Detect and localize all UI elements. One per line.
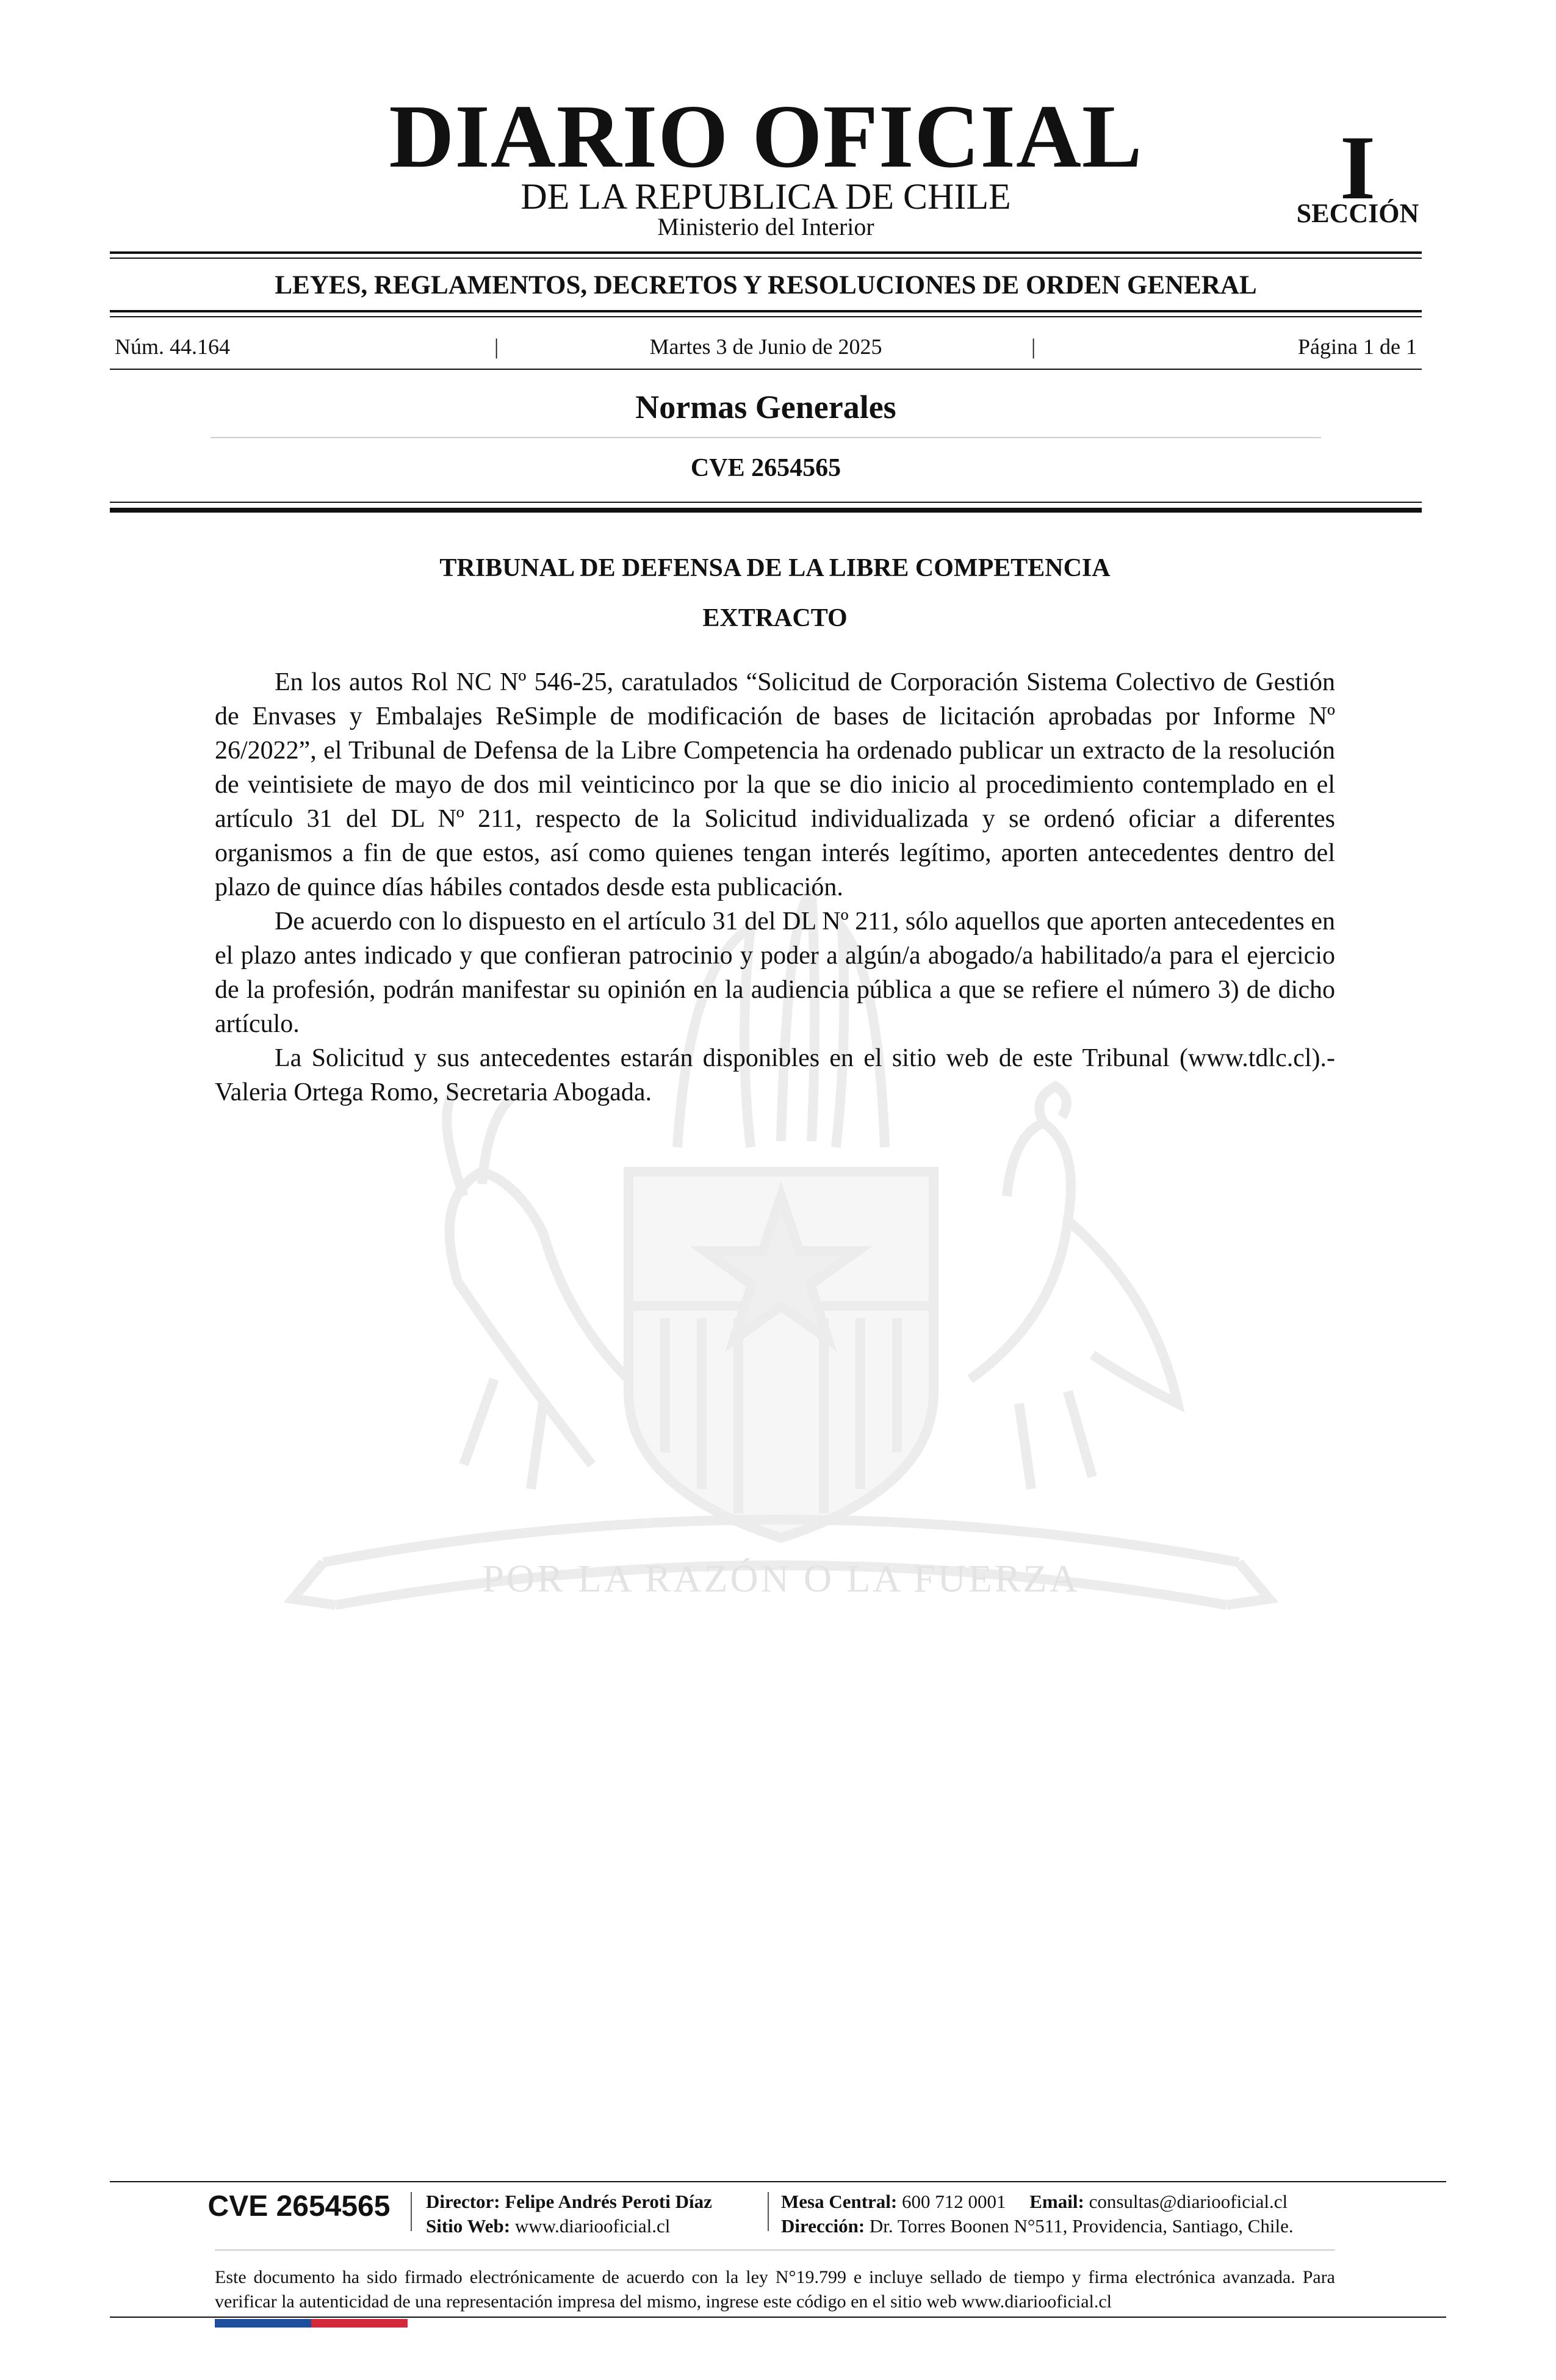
cve-code: CVE 2654565: [690, 454, 841, 482]
director-name: Felipe Andrés Peroti Díaz: [505, 2191, 712, 2212]
footer-separator-1: [411, 2192, 412, 2231]
footer-verification-note: Este documento ha sido firmado electrónicamente de acuerdo con la ley N°19.799 e incluye sellado de tiempo y firma electrónica avanzada. Para verificar la autenticidad de una representación impresa del mismo, ingrese este código en el sitio web www.diariooficial.cl: [215, 2267, 1335, 2312]
footer-separator-2: [768, 2192, 769, 2231]
banner-divider: [110, 310, 1422, 312]
masthead-subtitle: DE LA REPUBLICA DE CHILE: [520, 176, 1011, 217]
ministry-label: Ministerio del Interior: [657, 213, 874, 240]
paragraph-2: De acuerdo con lo dispuesto en el artículo 31 del DL Nº 211, sólo aquellos que aporten antecedentes en el plazo antes indicado y que confieran patrocinio y poder a algún/a abogado/a habilitado/a para el ejercicio de la profesión, podrán manifestar su opinión en la audiencia pública a que se refiere el número 3) de dicho artículo.: [215, 907, 1335, 1038]
flag-stripe-red: [311, 2319, 408, 2328]
issue-meta-row: [110, 334, 1422, 359]
section-divider: [110, 508, 1422, 513]
website-label: Sitio Web:: [426, 2215, 511, 2237]
footer-bottom-divider: [110, 2317, 1446, 2318]
director-label: Director:: [426, 2191, 500, 2212]
meta-separator-1: |: [494, 334, 499, 359]
watermark-motto: POR LA RAZÓN O LA FUERZA: [482, 1557, 1080, 1600]
header-divider-thin: [110, 258, 1422, 259]
phone-number: 600 712 0001: [902, 2191, 1006, 2212]
paragraph-3: La Solicitud y sus antecedentes estarán disponibles en el sitio web de este Tribunal (www.tdlc.cl).- Valeria Ortega Romo, Secretaria Abogada.: [215, 1044, 1335, 1106]
footer-cve-code: CVE 2654565: [207, 2190, 391, 2223]
body-text: [215, 665, 1335, 1109]
section-numeral: I: [1339, 117, 1376, 218]
meta-divider: [110, 369, 1422, 370]
footer-divider: [110, 2181, 1446, 2182]
masthead-title: DIARIO OFICIAL: [389, 87, 1143, 187]
section-divider-thin: [110, 502, 1422, 503]
paragraph-1: En los autos Rol NC Nº 546-25, caratulados “Solicitud de Corporación Sistema Colectivo de Gestión de Envases y Embalajes ReSimple de modificación de bases de licitación aprobadas por Informe Nº 26/2022”, el Tribunal de Defensa de la Libre Competencia ha ordenado publicar un extracto de la resolución de veintisiete de mayo de dos mil veinticinco por la que se dio inicio al procedimiento contemplado en el artículo 31 del DL Nº 211, respecto de la Solicitud individualizada y se ordenó oficiar a diferentes organismos a fin de que estos, así como quienes tengan interés legítimo, aporten antecedentes dentro del plazo de quince días hábiles contados desde esta publicación.: [215, 668, 1335, 901]
email-link[interactable]: consultas@diariooficial.cl: [1089, 2191, 1288, 2212]
page-number: Página 1 de 1: [1298, 334, 1417, 359]
address-value: Dr. Torres Boonen N°511, Providencia, Santiago, Chile.: [869, 2215, 1294, 2237]
footer-inner-divider: [215, 2249, 1335, 2251]
issue-number: Núm. 44.164: [115, 334, 230, 359]
meta-separator-2: |: [1031, 334, 1036, 359]
address-label: Dirección:: [781, 2215, 865, 2237]
laws-banner: LEYES, REGLAMENTOS, DECRETOS Y RESOLUCIONES DE ORDEN GENERAL: [275, 271, 1257, 300]
email-label: Email:: [1029, 2191, 1084, 2212]
section-title-underline: [211, 437, 1321, 438]
phone-label: Mesa Central:: [781, 2191, 898, 2212]
section-title: Normas Generales: [635, 389, 896, 425]
issue-date: Martes 3 de Junio de 2025: [649, 334, 882, 359]
header-divider: [110, 251, 1422, 254]
banner-divider-thin: [110, 316, 1422, 317]
extract-heading: EXTRACTO: [702, 604, 848, 632]
organization-heading: TRIBUNAL DE DEFENSA DE LA LIBRE COMPETENCIA: [439, 554, 1111, 582]
section-label: SECCIÓN: [1296, 198, 1419, 228]
website-link[interactable]: www.diariooficial.cl: [514, 2215, 671, 2237]
footer-contact-block: [781, 2190, 1294, 2238]
footer-director-block: [426, 2190, 712, 2238]
flag-stripe-blue: [215, 2319, 311, 2328]
